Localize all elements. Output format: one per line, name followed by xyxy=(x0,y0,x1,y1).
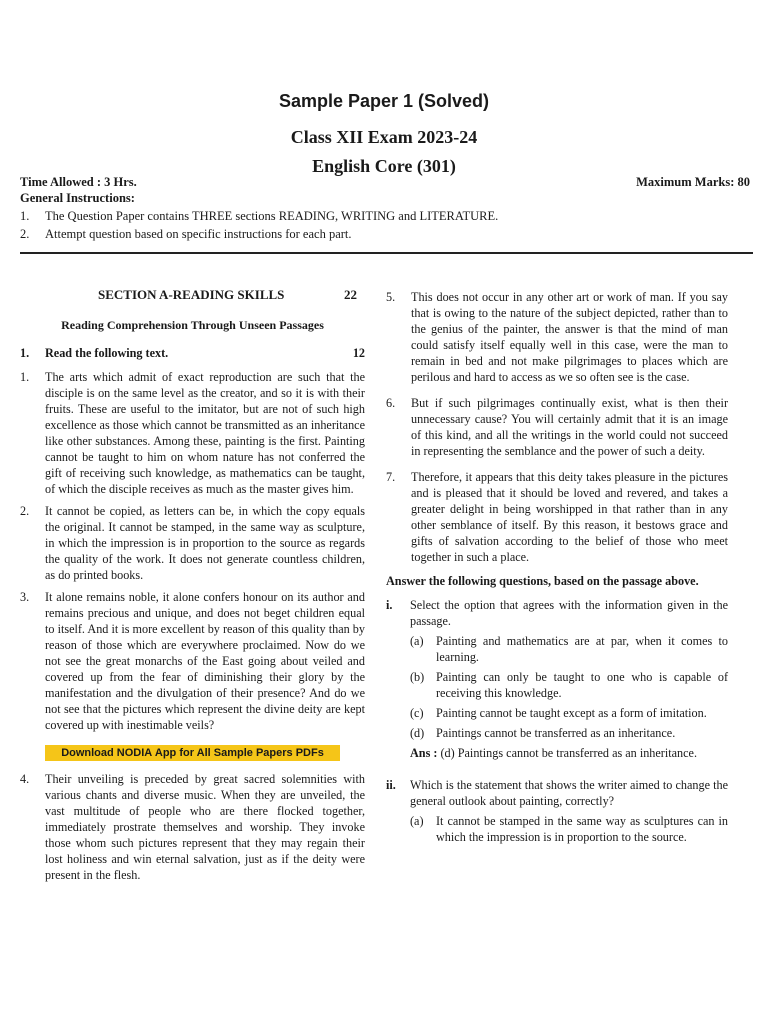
passage-paragraph xyxy=(386,289,728,385)
instruction-item xyxy=(20,207,750,225)
paragraph-text: Therefore, it appears that this deity takes pleasure in the pictures and is pleased that it should be loved and revered, and takes a greater delight in being worshipped in that rather than in any other semblance of itself. By this reason, it bestows grace and gifts of salvation according to the belief of those who meet together in such a place. xyxy=(411,470,728,564)
sub-question-number: ii. xyxy=(386,778,396,792)
paragraph-text: The arts which admit of exact reproduction are such that the disciple is on the same level as the creator, and so it is with their fruits. These are useful to the imitator, but are not of such high excellence as those which cannot be transmitted as an inheritance like other substances. Among these, painting is the first. Painting cannot be taught to him on whom nature has not conferred the gift of receiving such knowledge, as mathematics can be taught, of which the disciple receives as much as the master gives him. xyxy=(45,370,365,496)
option-label: (a) xyxy=(410,814,424,828)
paragraph-number: 3. xyxy=(20,590,30,604)
passage-paragraph xyxy=(20,771,365,883)
paragraph-text: But if such pilgrimages continually exist, what is then their unnecessary cause? You will certainly admit that it is an image of this kind, and all the writings in the world could not succeed in representing the semblance and the power of such a deity. xyxy=(411,396,728,458)
paragraph-number: 1. xyxy=(20,370,30,384)
paragraph-text: It alone remains noble, it alone confers honour on its author and remains precious and unique, and does not beget children equal to itself. And it is more excellent by reason of this quality than by reason of those which are everywhere proclaimed. Now do we not see the great monarchs of the East going about veiled and covered up from the fear of diminishing their glory by the manifestation and the divulgation of their presence? And do we not see that the pictures which represent the divine deity are kept covered up with inestimable veils? xyxy=(45,590,365,732)
instruction-text: The Question Paper contains THREE sections READING, WRITING and LITERATURE. xyxy=(45,209,499,223)
banner-suffix: App for All Sample Papers PDFs xyxy=(152,747,324,759)
sub-question-text: Which is the statement that shows the writer aimed to change the general outlook about painting, correctly? xyxy=(410,778,728,808)
sub-question-text: Select the option that agrees with the information given in the passage. xyxy=(410,598,728,628)
paragraph-number: 7. xyxy=(386,470,396,484)
paragraph-text: Their unveiling is preceded by great sacred solemnities with various chants and diverse music. When they are unveiled, the vast multitude of people who are there flocked together, immediately prostrate themselves and worship. They invoke those whom such pictures represent that they may regain their lost holiness and win eternal salvation, just as if the deity were present in the flesh. xyxy=(45,772,365,882)
section-marks: 22 xyxy=(344,287,357,302)
paragraph-number: 2. xyxy=(20,504,30,518)
general-instructions-heading: General Instructions: xyxy=(20,191,135,205)
option-text: Painting cannot be taught except as a form of imitation. xyxy=(436,706,707,720)
question-text: Read the following text. xyxy=(45,346,169,360)
time-allowed: Time Allowed : 3 Hrs. xyxy=(20,175,137,189)
question-number: 1. xyxy=(20,346,30,360)
banner-brand: NODIA xyxy=(116,747,153,759)
instruction-text: Attempt question based on specific instructions for each part. xyxy=(45,227,352,241)
paper-header xyxy=(0,88,768,180)
option-text: Paintings cannot be transferred as an inheritance. xyxy=(436,726,676,740)
sub-question xyxy=(386,597,728,761)
paragraph-number: 5. xyxy=(386,290,396,304)
download-app-banner[interactable] xyxy=(45,745,340,761)
instructions-list xyxy=(20,207,750,243)
option-text: Painting can only be taught to one who is capable of receiving this knowledge. xyxy=(436,670,728,700)
passage-paragraph xyxy=(386,469,728,565)
right-column xyxy=(386,289,728,845)
paragraph-text: It cannot be copied, as letters can be, in which the copy equals the original. It cannot be stamped, in the same way as sculpture, in which the impression is in proportion to the source as regards the quality of the work. It does not generate countless children, as do printed books. xyxy=(45,504,365,582)
passage-paragraph xyxy=(20,503,365,583)
paper-title: Sample Paper 1 (Solved) xyxy=(278,91,490,111)
passage-paragraph xyxy=(20,589,365,733)
subject-title: English Core (301) xyxy=(312,156,456,176)
banner-prefix: Download xyxy=(61,747,117,759)
left-column xyxy=(20,283,365,883)
instruction-number: 1. xyxy=(20,209,30,223)
header-divider xyxy=(20,252,753,254)
answer-option xyxy=(410,633,728,665)
meta-row xyxy=(20,175,750,192)
instruction-item xyxy=(20,225,750,243)
answer-text: (d) Paintings cannot be transferred as an inheritance. xyxy=(437,746,697,760)
answer-option xyxy=(410,705,728,721)
question-heading xyxy=(20,345,365,363)
option-text: It cannot be stamped in the same way as sculptures can in which the impression is in proportion to the source. xyxy=(436,814,728,844)
paragraph-text: This does not occur in any other art or work of man. If you say that is owing to the nature of the subject depicted, rather than to the genius of the painter, the answer is that the mind of man could satisfy itself equally well in this case, were the man to remain in bed and not make pilgrimages to places which are perilous and hard to access as we so often see is the case. xyxy=(411,290,728,384)
option-label: (d) xyxy=(410,726,425,740)
paragraph-number: 4. xyxy=(20,772,30,786)
answer-option xyxy=(410,813,728,845)
option-label: (c) xyxy=(410,706,424,720)
answer-line xyxy=(410,745,728,761)
option-text: Painting and mathematics are at par, when it comes to learning. xyxy=(436,634,728,664)
answer-option xyxy=(410,725,728,741)
class-exam-title: Class XII Exam 2023-24 xyxy=(290,127,478,147)
section-title: SECTION A-READING SKILLS xyxy=(98,287,285,302)
option-label: (b) xyxy=(410,670,425,684)
section-subheading: Reading Comprehension Through Unseen Passages xyxy=(61,318,324,332)
section-heading xyxy=(20,283,365,305)
sub-question-number: i. xyxy=(386,598,393,612)
sub-question xyxy=(386,777,728,845)
answer-label: Ans : xyxy=(410,746,438,760)
answer-instructions: Answer the following questions, based on the passage above. xyxy=(386,574,699,588)
paragraph-number: 6. xyxy=(386,396,396,410)
passage-paragraph xyxy=(386,395,728,459)
question-marks: 12 xyxy=(352,346,365,360)
answer-option xyxy=(410,669,728,701)
instruction-number: 2. xyxy=(20,227,30,241)
option-label: (a) xyxy=(410,634,424,648)
maximum-marks: Maximum Marks: 80 xyxy=(636,175,750,189)
passage-paragraph xyxy=(20,369,365,497)
